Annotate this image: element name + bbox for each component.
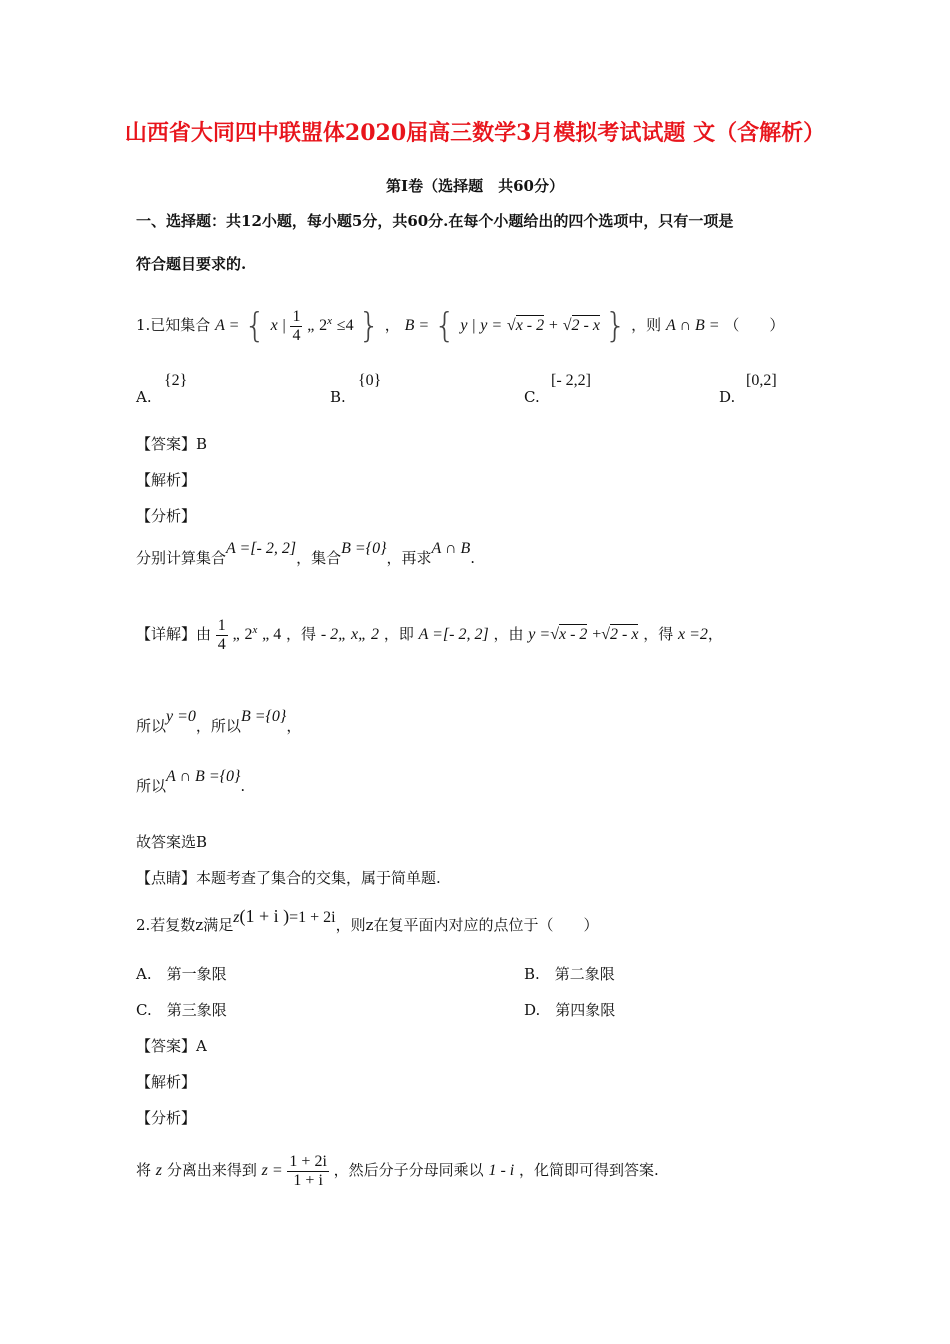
q1-frac-num: 1 bbox=[292, 307, 301, 325]
q1-detail-sqrt-2: 2 - x bbox=[610, 626, 639, 643]
q1-fenxi: 【分析】 bbox=[136, 507, 197, 525]
q2-fenxi: 【分析】 bbox=[136, 1109, 197, 1127]
q1-detail-plus: + bbox=[592, 626, 602, 643]
q1-fx-m3: A ∩ B bbox=[431, 540, 471, 557]
q1-detail-sqrt-1: x - 2 bbox=[558, 626, 588, 643]
q2-fx-m2: z = bbox=[261, 1162, 283, 1179]
q2-fx-p2: 分离出来得到 bbox=[166, 1161, 257, 1179]
sqrt-icon: √ bbox=[550, 626, 559, 643]
q2-fenxi-text bbox=[136, 1142, 659, 1198]
q1-detail-m4: x =2 bbox=[678, 626, 708, 643]
q1-conclusion: 故答案选B bbox=[136, 833, 208, 851]
q1-paren: （ ） bbox=[724, 316, 785, 334]
q1-set-b-expr: y = bbox=[480, 317, 503, 334]
q1-plus: + bbox=[548, 317, 558, 334]
q1-so2-m1: A ∩ B ={0} bbox=[166, 768, 241, 785]
q1-detail-p3: ，由 bbox=[493, 625, 524, 643]
q1-intersect: A ∩ B = bbox=[665, 317, 720, 334]
q1-option-d-label: D. bbox=[719, 388, 736, 406]
q2-expr-paren: (1 + i ) bbox=[239, 906, 290, 926]
q1-dianjing: 【点睛】本题考查了集合的交集，属于简单题. bbox=[136, 869, 441, 887]
q1-frac-den: 4 bbox=[292, 326, 301, 344]
q1-detail-m3a: y = bbox=[528, 626, 551, 643]
q1-set-a-lhs: A = bbox=[215, 317, 240, 334]
q2-option-a: A. 第一象限 bbox=[136, 965, 227, 983]
q1-detail-p4: ，得 bbox=[643, 625, 674, 643]
q1-detail-m2: A =[- 2, 2] bbox=[418, 626, 489, 643]
q1-detail-le2: „ 4 bbox=[262, 626, 282, 643]
q1-fenxi-text bbox=[136, 540, 475, 576]
q1-detail-p2: ，即 bbox=[383, 625, 414, 643]
q1-prefix: 1.已知集合 bbox=[136, 316, 211, 334]
q1-option-b-label: B. bbox=[330, 388, 346, 406]
q1-option-c-value: [- 2,2] bbox=[551, 372, 591, 389]
q1-detail-num: 1 bbox=[217, 616, 226, 634]
brace-left-icon: { bbox=[244, 306, 266, 346]
page-title: 山西省大同四中联盟体2020届高三数学3月模拟考试试题 文（含解析） bbox=[124, 120, 826, 146]
question-2-stem bbox=[136, 904, 599, 944]
question-1-stem bbox=[136, 296, 784, 346]
q1-set-b-var: y bbox=[460, 317, 468, 334]
sqrt-icon: √ bbox=[601, 626, 610, 643]
sqrt-icon: √ bbox=[562, 317, 572, 334]
q2-prefix: 2.若复数z满足 bbox=[136, 916, 234, 934]
q2-fx-fraction bbox=[287, 1153, 328, 1190]
q1-sqrt-1: x - 2 bbox=[515, 317, 545, 334]
q1-detail-p5: ， bbox=[707, 625, 723, 643]
q2-fx-p3: ，然后分子分母同乘以 bbox=[333, 1161, 484, 1179]
q2-option-b: B. 第二象限 bbox=[524, 965, 615, 983]
q1-fx-p4: . bbox=[470, 549, 476, 567]
q2-fx-m3: 1 - i bbox=[488, 1162, 515, 1179]
q1-fx-m2: B ={0} bbox=[341, 540, 387, 557]
q1-comma-1: ， bbox=[384, 316, 400, 334]
q1-bar-b: | bbox=[472, 317, 476, 334]
q1-so1-m2: B ={0} bbox=[240, 708, 287, 725]
q1-detail-m1: - 2„ x„ 2 bbox=[320, 626, 380, 643]
q1-jiexi: 【解析】 bbox=[136, 471, 197, 489]
q1-fraction bbox=[290, 308, 302, 345]
q1-fx-m1: A =[- 2, 2] bbox=[226, 540, 297, 557]
q1-so2-p1: 所以 bbox=[136, 777, 167, 795]
q1-pow-exp: x bbox=[327, 315, 333, 327]
q1-option-a-value: {2} bbox=[164, 372, 188, 389]
q2-jiexi: 【解析】 bbox=[136, 1073, 197, 1091]
q1-detail-fraction bbox=[216, 617, 228, 654]
q2-fx-den: 1 + i bbox=[293, 1171, 323, 1189]
q2-expr-z: z bbox=[233, 909, 240, 926]
q1-detail-den: 4 bbox=[217, 635, 226, 653]
q1-le4: ≤4 bbox=[336, 317, 354, 334]
q1-fx-p1: 分别计算集合 bbox=[136, 549, 227, 567]
q1-fx-p3: ，再求 bbox=[386, 549, 432, 567]
q2-suffix: ，则z在复平面内对应的点位于（ ） bbox=[335, 916, 599, 934]
q1-detail-pow: 2 bbox=[244, 626, 253, 643]
q1-so1-p2: ，所以 bbox=[195, 717, 241, 735]
q1-answer: 【答案】B bbox=[136, 435, 208, 453]
q1-detail bbox=[136, 602, 723, 658]
q1-option-c-label: C. bbox=[524, 388, 540, 406]
q1-detail-exp: x bbox=[252, 624, 258, 636]
brace-right-icon: } bbox=[604, 306, 627, 346]
brace-right-icon: } bbox=[358, 306, 380, 346]
q1-detail-le1: „ bbox=[232, 626, 240, 643]
q1-so-2 bbox=[136, 768, 245, 804]
q2-answer: 【答案】A bbox=[136, 1037, 207, 1055]
q1-so1-p1: 所以 bbox=[136, 717, 167, 735]
q1-bar: | bbox=[282, 317, 286, 334]
q2-option-c: C. 第三象限 bbox=[136, 1001, 227, 1019]
section-subtitle: 第Ⅰ卷（选择题 共60分） bbox=[386, 177, 564, 195]
q1-option-b-value: {0} bbox=[358, 372, 382, 389]
q1-option-a-label: A. bbox=[136, 388, 152, 406]
q1-set-a-var: x bbox=[270, 317, 278, 334]
brace-left-icon: { bbox=[433, 306, 456, 346]
q2-fx-p1: 将 bbox=[136, 1161, 152, 1179]
sqrt-icon: √ bbox=[506, 317, 516, 334]
q1-fx-p2: ，集合 bbox=[296, 549, 342, 567]
q1-sqrt-2: 2 - x bbox=[571, 317, 600, 334]
q1-so-1 bbox=[136, 708, 301, 744]
q2-expr-rhs: =1 + 2i bbox=[289, 909, 336, 926]
q1-detail-label: 【详解】由 bbox=[136, 625, 212, 643]
q1-so1-m1: y =0 bbox=[166, 708, 196, 725]
q2-fx-p4: ，化简即可得到答案. bbox=[519, 1161, 659, 1179]
q2-option-d: D. 第四象限 bbox=[524, 1001, 616, 1019]
q1-le: „ bbox=[307, 317, 315, 334]
q1-option-d-value: [0,2] bbox=[746, 372, 777, 389]
q2-fx-num: 1 + 2i bbox=[289, 1152, 327, 1170]
q1-detail-p1: ，得 bbox=[286, 625, 317, 643]
q2-fx-m1: z bbox=[155, 1162, 163, 1179]
section-heading-line-1: 一、选择题：共12小题，每小题5分，共60分.在每个小题给出的四个选项中，只有一项是 bbox=[136, 212, 734, 230]
q1-so1-p3: ， bbox=[286, 717, 302, 735]
section-heading-line-2: 符合题目要求的. bbox=[136, 255, 247, 273]
q1-set-b-lhs: B = bbox=[404, 317, 430, 334]
q1-comma-2: ，则 bbox=[631, 316, 662, 334]
q1-pow-base: 2 bbox=[319, 317, 328, 334]
q1-so2-p2: . bbox=[240, 777, 246, 795]
